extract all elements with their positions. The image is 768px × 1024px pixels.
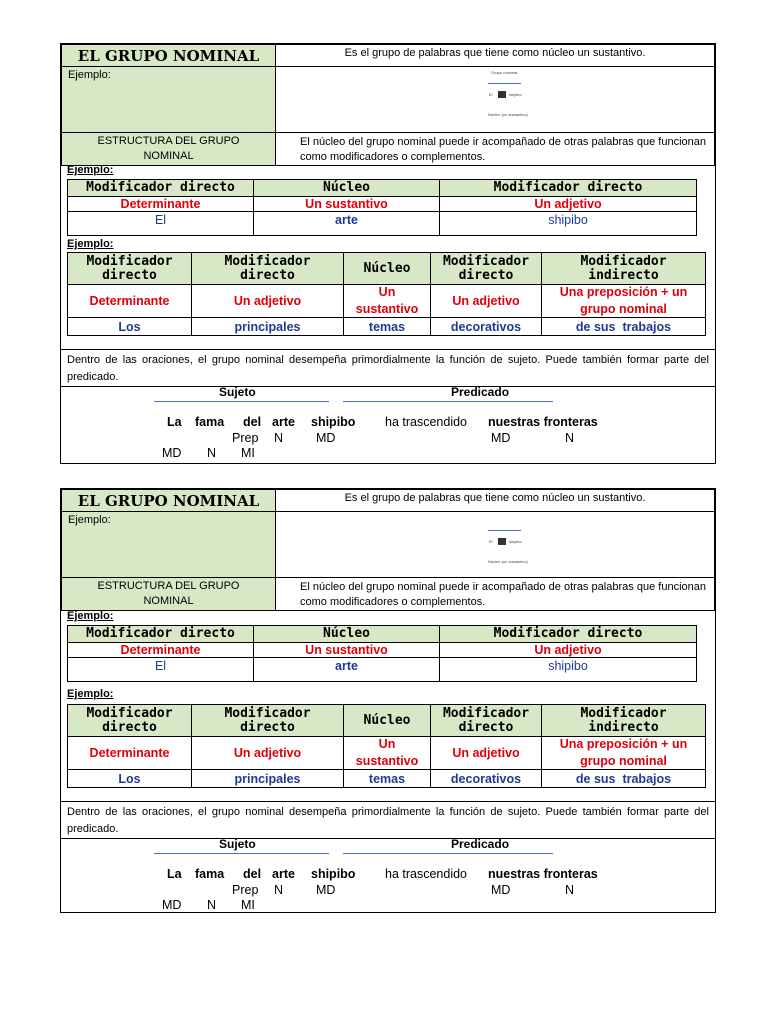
word-shipibo: shipibo <box>311 867 356 881</box>
table2-word-1: Los <box>67 769 192 788</box>
table1-type-3: Un adjetivo <box>439 642 697 658</box>
card-title: EL GRUPO NOMINAL <box>61 44 276 67</box>
table2-word-3: temas <box>343 317 431 336</box>
diagram-top-label: Grupo nominal <box>491 70 518 75</box>
table1-type-1: Determinante <box>67 196 254 212</box>
sujeto-line <box>154 401 329 402</box>
structure-text: El núcleo del grupo nominal puede ir acompañado de otras palabras que funcionan como modificadores o complementos. <box>275 132 715 166</box>
tag-md-2: MD <box>491 431 511 445</box>
table2-type-2: Un adjetivo <box>191 736 344 770</box>
tag-prep: Prep <box>232 431 259 445</box>
function-paragraph: Dentro de las oraciones, el grupo nominal desempeña primordialmente la función de sujeto. Puede también formar parte del predicado. <box>61 349 715 387</box>
tag-n-3: N <box>207 446 217 460</box>
table1-header-2: Núcleo <box>253 179 440 197</box>
table2-header-2: Modificador directo <box>191 252 344 285</box>
predicado-label: Predicado <box>451 837 510 851</box>
table1 <box>67 179 697 236</box>
table2-type-1: Determinante <box>67 736 192 770</box>
table1-word-3: shipibo <box>439 211 697 236</box>
table2-word-2: principales <box>191 769 344 788</box>
table1-word-2: arte <box>253 211 440 236</box>
word-del: del <box>243 415 262 429</box>
word-fama: fama <box>195 415 225 429</box>
table2-word-5: de sus trabajos <box>541 769 706 788</box>
sujeto-line <box>154 853 329 854</box>
tag-md-1: MD <box>316 883 336 897</box>
predicado-line <box>343 853 553 854</box>
table2-type-1: Determinante <box>67 284 192 318</box>
table2-header-3: Núcleo <box>343 252 431 285</box>
table2-header-5: Modificador indirecto <box>541 252 706 285</box>
word-arte: arte <box>272 867 295 881</box>
example2-label: Ejemplo: <box>67 238 114 250</box>
definition-text: Es el grupo de palabras que tiene como núcleo un sustantivo. <box>275 489 715 512</box>
table1-word-1: El <box>67 211 254 236</box>
table1-word-1: El <box>67 657 254 682</box>
diagram-shipibo: shipibo <box>509 92 522 97</box>
tag-md-1: MD <box>316 431 336 445</box>
tag-mi: MI <box>241 446 255 460</box>
word-del: del <box>243 867 262 881</box>
table2-header-1: Modificador directo <box>67 252 192 285</box>
table1-word-3: shipibo <box>439 657 697 682</box>
table2-header-1: Modificador directo <box>67 704 192 737</box>
table1-type-1: Determinante <box>67 642 254 658</box>
table1-header-3: Modificador directo <box>439 625 697 643</box>
word-arte: arte <box>272 415 295 429</box>
table2-header-2: Modificador directo <box>191 704 344 737</box>
card-top <box>60 43 716 464</box>
table2 <box>67 704 706 788</box>
table2-word-4: decorativos <box>430 317 542 336</box>
table2-type-2: Un adjetivo <box>191 284 344 318</box>
table1-header-2: Núcleo <box>253 625 440 643</box>
table1-word-2: arte <box>253 657 440 682</box>
table2-word-5: de sus trabajos <box>541 317 706 336</box>
table2-header-3: Núcleo <box>343 704 431 737</box>
diagram-bracket <box>488 530 521 531</box>
word-ha-trascendido: ha trascendido <box>385 867 468 881</box>
tag-md-2: MD <box>491 883 511 897</box>
tag-n-2: N <box>565 883 575 897</box>
tag-prep: Prep <box>232 883 259 897</box>
table2-word-1: Los <box>67 317 192 336</box>
table2-type-5: Una preposición + un grupo nominal <box>541 284 706 318</box>
example1-label: Ejemplo: <box>67 164 114 176</box>
structure-title: ESTRUCTURA DEL GRUPO NOMINAL <box>61 577 276 611</box>
table1-type-3: Un adjetivo <box>439 196 697 212</box>
ejemplo-label: Ejemplo: <box>61 66 276 133</box>
table2-header-4: Modificador directo <box>430 252 542 285</box>
word-la: La <box>167 415 182 429</box>
diagram-bracket <box>488 83 521 84</box>
table1-header-3: Modificador directo <box>439 179 697 197</box>
table1-header-1: Modificador directo <box>67 625 254 643</box>
table2-type-3: Un sustantivo <box>343 284 431 318</box>
ejemplo-label: Ejemplo: <box>61 511 276 578</box>
example1-label: Ejemplo: <box>67 610 114 622</box>
table1 <box>67 625 697 682</box>
tag-n-3: N <box>207 898 217 912</box>
sujeto-label: Sujeto <box>219 837 256 851</box>
tag-n-2: N <box>565 431 575 445</box>
word-shipibo: shipibo <box>311 415 356 429</box>
diagram-el: El <box>489 92 493 97</box>
function-paragraph: Dentro de las oraciones, el grupo nominal desempeña primordialmente la función de sujeto. Puede también formar parte del predicado. <box>61 801 715 839</box>
table2 <box>67 252 706 336</box>
word-la: La <box>167 867 182 881</box>
table2-word-4: decorativos <box>430 769 542 788</box>
table2-word-2: principales <box>191 317 344 336</box>
diagram-image-icon <box>498 538 506 545</box>
diagram-bottom-label: Núcleo (un sustantivo) <box>488 112 528 117</box>
table1-header-1: Modificador directo <box>67 179 254 197</box>
definition-text: Es el grupo de palabras que tiene como núcleo un sustantivo. <box>275 44 715 67</box>
nominal-diagram <box>275 511 715 578</box>
table1-type-2: Un sustantivo <box>253 196 440 212</box>
diagram-el: El <box>489 539 493 544</box>
word-ha-trascendido: ha trascendido <box>385 415 468 429</box>
word-nuestras-fronteras: nuestras fronteras <box>488 415 598 429</box>
table2-header-4: Modificador directo <box>430 704 542 737</box>
tag-md-3: MD <box>162 446 182 460</box>
tag-n-1: N <box>274 883 284 897</box>
table2-header-5: Modificador indirecto <box>541 704 706 737</box>
diagram-shipibo: shipibo <box>509 539 522 544</box>
table2-type-3: Un sustantivo <box>343 736 431 770</box>
diagram-bottom-label: Núcleo (un sustantivo) <box>488 559 528 564</box>
predicado-line <box>343 401 553 402</box>
word-fama: fama <box>195 867 225 881</box>
nominal-diagram <box>275 66 715 133</box>
predicado-label: Predicado <box>451 385 510 399</box>
card-bottom <box>60 488 716 913</box>
word-nuestras-fronteras: nuestras fronteras <box>488 867 598 881</box>
tag-md-3: MD <box>162 898 182 912</box>
diagram-image-icon <box>498 91 506 98</box>
sujeto-label: Sujeto <box>219 385 256 399</box>
table2-type-5: Una preposición + un grupo nominal <box>541 736 706 770</box>
card-title: EL GRUPO NOMINAL <box>61 489 276 512</box>
example2-label: Ejemplo: <box>67 688 114 700</box>
table2-word-3: temas <box>343 769 431 788</box>
table2-type-4: Un adjetivo <box>430 284 542 318</box>
table1-type-2: Un sustantivo <box>253 642 440 658</box>
structure-text: El núcleo del grupo nominal puede ir acompañado de otras palabras que funcionan como modificadores o complementos. <box>275 577 715 611</box>
tag-mi: MI <box>241 898 255 912</box>
table2-type-4: Un adjetivo <box>430 736 542 770</box>
tag-n-1: N <box>274 431 284 445</box>
structure-title: ESTRUCTURA DEL GRUPO NOMINAL <box>61 132 276 166</box>
